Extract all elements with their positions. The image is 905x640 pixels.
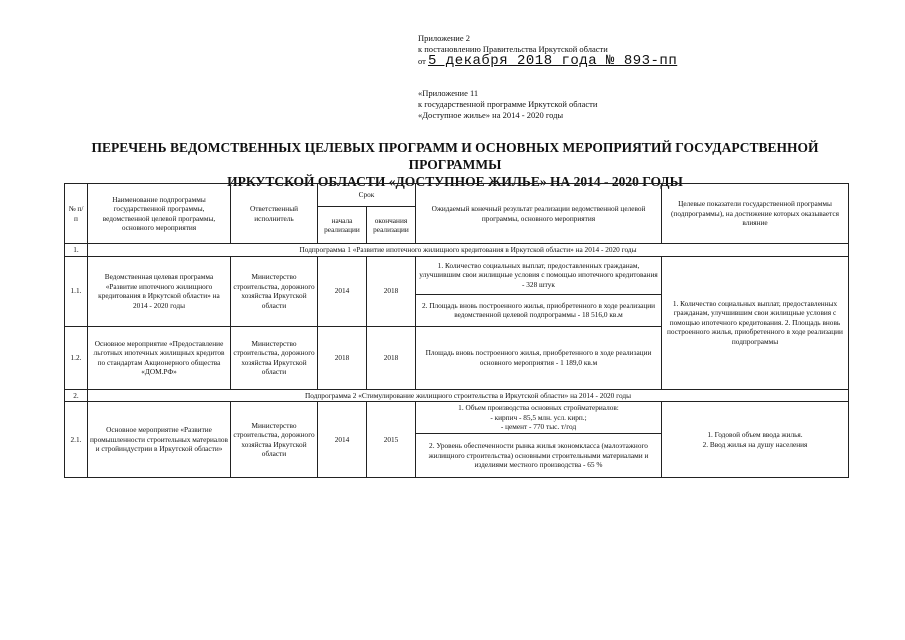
row-2-1-start: 2014 <box>318 402 367 478</box>
header-indicators: Целевые показатели государственной программы (подпрограммы), на достижение которых оказывается влияние <box>662 184 849 244</box>
appendix-line-4: «Приложение 11 <box>418 88 479 98</box>
row-2-1-end: 2015 <box>367 402 416 478</box>
header-end: окончания реализации <box>367 207 416 244</box>
header-term: Срок <box>318 184 416 207</box>
row-1-2-executor: Министерство строительства, дорожного хозяйства Иркутской области <box>231 326 318 389</box>
row-2-1-name: Основное мероприятие «Развитие промышленности строительных материалов и стройиндустрии в Иркутской области» <box>88 402 231 478</box>
row-2-1-executor: Министерство строительства, дорожного хозяйства Иркутской области <box>231 402 318 478</box>
appendix-line-5: к государственной программе Иркутской области <box>418 99 598 109</box>
row-1-2-end: 2018 <box>367 326 416 389</box>
appendix-ot: от <box>418 56 426 66</box>
table-row-2-1 <box>65 402 849 434</box>
row-1-1-name: Ведомственная целевая программа «Развитие ипотечного жилищного кредитования в Иркутской области» на 2014 - 2020 годы <box>88 256 231 326</box>
subprogram-2-row <box>65 389 849 402</box>
subprogram-1-title: Подпрограмма 1 «Развитие ипотечного жилищного кредитования в Иркутской области» на 2014 - 2020 годы <box>88 244 849 257</box>
title-line-1: ПЕРЕЧЕНЬ ВЕДОМСТВЕННЫХ ЦЕЛЕВЫХ ПРОГРАММ И ОСНОВНЫХ МЕРОПРИЯТИЙ ГОСУДАРСТВЕННОЙ ПРОГРАММЫ <box>91 140 819 172</box>
row-1-1-executor: Министерство строительства, дорожного хозяйства Иркутской области <box>231 256 318 326</box>
row-2-1-indicator-2: 2. Ввод жилья на душу населения <box>702 439 808 449</box>
title-line-2: ИРКУТСКОЙ ОБЛАСТИ «ДОСТУПНОЕ ЖИЛЬЕ» НА 2014 - 2020 ГОДЫ <box>227 174 683 189</box>
row-1-2-start: 2018 <box>318 326 367 389</box>
table-row-1-1 <box>65 256 849 294</box>
row-2-1-result-2: 2. Уровень обеспеченности рынка жилья экономкласса (малоэтажного жилищного строительства) основными строительными материалами и изделиями местного производства - 65 % <box>416 434 662 478</box>
subprogram-1-row <box>65 244 849 257</box>
row-1-1-result-2: 2. Площадь вновь построенного жилья, приобретенного в ходе реализации ведомственной целевой подпрограммы - 18 516,0 кв.м <box>416 294 662 326</box>
row-1-indicators: 1. Количество социальных выплат, предоставленных гражданам, улучшившим свои жилищные условия с помощью ипотечного кредитования. 2. Площадь вновь построенного жилья, приобретенного в ходе реализации подпрограммы <box>662 256 849 389</box>
row-1-2-name: Основное мероприятие «Предоставление льготных ипотечных жилищных кредитов по стандартам Акционерного общества «ДОМ.РФ» <box>88 326 231 389</box>
row-2-1-result-1c: - цемент - 770 тыс. т/год <box>500 422 577 432</box>
row-2-1-result-1b: - кирпич - 85,5 млн. усл. кирп.; <box>490 412 587 422</box>
header-row <box>65 184 849 207</box>
header-name: Наименование подпрограммы государственной программы, ведомственной целевой программы, основного мероприятия <box>88 184 231 244</box>
header-num: № п/п <box>65 184 88 244</box>
header-executor: Ответственный исполнитель <box>231 184 318 244</box>
programs-table <box>64 183 849 478</box>
row-2-1-num: 2.1. <box>65 402 88 478</box>
row-1-1-num: 1.1. <box>65 256 88 326</box>
row-2-1-result-1a: 1. Объем производства основных стройматериалов: <box>458 403 619 413</box>
row-1-1-result-1: 1. Количество социальных выплат, предоставленных гражданам, улучшившим свои жилищные условия с помощью ипотечного кредитования - 328 штук <box>416 256 662 294</box>
appendix-date-line <box>418 53 678 69</box>
row-2-1-indicator-1: 1. Годовой объем ввода жилья. <box>707 430 803 439</box>
appendix-line-2: к постановлению Правительства Иркутской области <box>418 44 608 54</box>
row-1-1-start: 2014 <box>318 256 367 326</box>
row-1-1-end: 2018 <box>367 256 416 326</box>
subprogram-2-num: 2. <box>65 389 88 402</box>
header-start: начала реализации <box>318 207 367 244</box>
appendix-line-6: «Доступное жилье» на 2014 - 2020 годы <box>418 110 564 120</box>
appendix-date-number: 5 декабря 2018 года № 893-пп <box>427 53 678 69</box>
row-1-2-num: 1.2. <box>65 326 88 389</box>
row-1-2-result: Площадь вновь построенного жилья, приобретенного в ходе реализации основного мероприятия - 1 189,0 кв.м <box>416 326 662 389</box>
subprogram-1-num: 1. <box>65 244 88 257</box>
row-2-1-indicators <box>662 402 849 478</box>
row-2-1-result-1 <box>416 402 662 434</box>
subprogram-2-title: Подпрограмма 2 «Стимулирование жилищного строительства в Иркутской области» на 2014 - 2020 годы <box>88 389 849 402</box>
appendix-line-1: Приложение 2 <box>418 33 470 43</box>
header-result: Ожидаемый конечный результат реализации ведомственной целевой программы, основного мероприятия <box>416 184 662 244</box>
